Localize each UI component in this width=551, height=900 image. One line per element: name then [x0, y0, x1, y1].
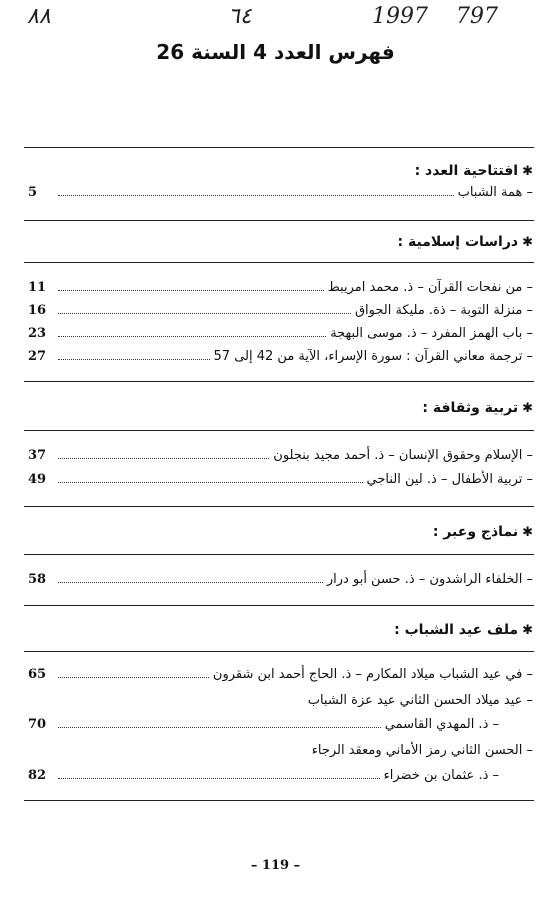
handwritten-note-3: 1997: [372, 4, 428, 29]
dot-leader: [58, 727, 381, 728]
asterisk-icon: ✱: [522, 623, 533, 638]
dot-leader: [58, 359, 210, 360]
section-rule: [24, 262, 534, 263]
dot-leader: [58, 458, 269, 459]
section-heading-youth-day-file: ✱ملف عيد الشباب :: [394, 622, 533, 638]
toc-entry[interactable]: – من نفحات القرآن – ذ. محمد امريبط 11: [28, 280, 533, 295]
dot-leader: [58, 313, 351, 314]
handwritten-note-1: ۸۸: [27, 4, 51, 29]
section-rule: [24, 554, 534, 555]
dot-leader: [58, 482, 363, 483]
toc-entry[interactable]: – في عيد الشباب ميلاد المكارم – ذ. الحاج أحمد ابن شقرون 65: [28, 667, 533, 682]
toc-entry[interactable]: – الخلفاء الراشدون – ذ. حسن أبو درار 58: [28, 572, 533, 587]
toc-entry[interactable]: – تربية الأطفال – ذ. لين الناجي 49: [28, 472, 533, 487]
toc-entry[interactable]: – ترجمة معاني القرآن : سورة الإسراء، الآية من 42 إلى 57 27: [28, 349, 533, 364]
section-heading-models-lessons: ✱نماذج وعبر :: [432, 524, 533, 540]
handwritten-note-2: ٦٤: [228, 4, 252, 29]
asterisk-icon: ✱: [522, 525, 533, 540]
asterisk-icon: ✱: [522, 235, 533, 250]
section-heading-islamic-studies: ✱دراسات إسلامية :: [397, 234, 533, 250]
section-rule: [24, 605, 534, 606]
page-title: فهرس العدد 4 السنة 26: [156, 40, 395, 64]
section-rule: [24, 381, 534, 382]
toc-entry[interactable]: – منزلة التوبة – ذة. مليكة الجواق 16: [28, 303, 533, 318]
toc-entry[interactable]: – باب الهمز المفرد – ذ. موسى البهجة 23: [28, 326, 533, 341]
section-rule: [24, 651, 534, 652]
bottom-rule: [24, 800, 534, 801]
section-rule: [24, 430, 534, 431]
section-heading-education-culture: ✱تربية وثقافة :: [422, 400, 533, 416]
section-rule: [24, 220, 534, 221]
dot-leader: [58, 677, 209, 678]
toc-entry[interactable]: – الحسن الثاني رمز الأماني ومعقد الرجاء: [311, 743, 533, 758]
dot-leader: [58, 290, 324, 291]
dot-leader: [58, 582, 323, 583]
asterisk-icon: ✱: [522, 164, 533, 179]
section-heading-editorial: ✱افتتاحية العدد :: [414, 163, 533, 179]
toc-entry[interactable]: – عيد ميلاد الحسن الثاني عيد عزة الشباب: [307, 693, 533, 708]
top-rule: [24, 147, 534, 148]
toc-entry[interactable]: – همة الشباب 5: [28, 185, 533, 200]
handwritten-note-4: 797: [456, 4, 498, 29]
toc-entry[interactable]: – الإسلام وحقوق الإنسان – ذ. أحمد مجيد بنجلون 37: [28, 448, 533, 463]
asterisk-icon: ✱: [522, 401, 533, 416]
section-rule: [24, 506, 534, 507]
page-number: – 119 –: [250, 858, 301, 873]
dot-leader: [58, 778, 380, 779]
dot-leader: [58, 195, 454, 196]
toc-entry[interactable]: – ذ. المهدي القاسمي 70: [28, 717, 499, 732]
dot-leader: [58, 336, 326, 337]
toc-entry[interactable]: – ذ. عثمان بن خضراء 82: [28, 768, 499, 783]
